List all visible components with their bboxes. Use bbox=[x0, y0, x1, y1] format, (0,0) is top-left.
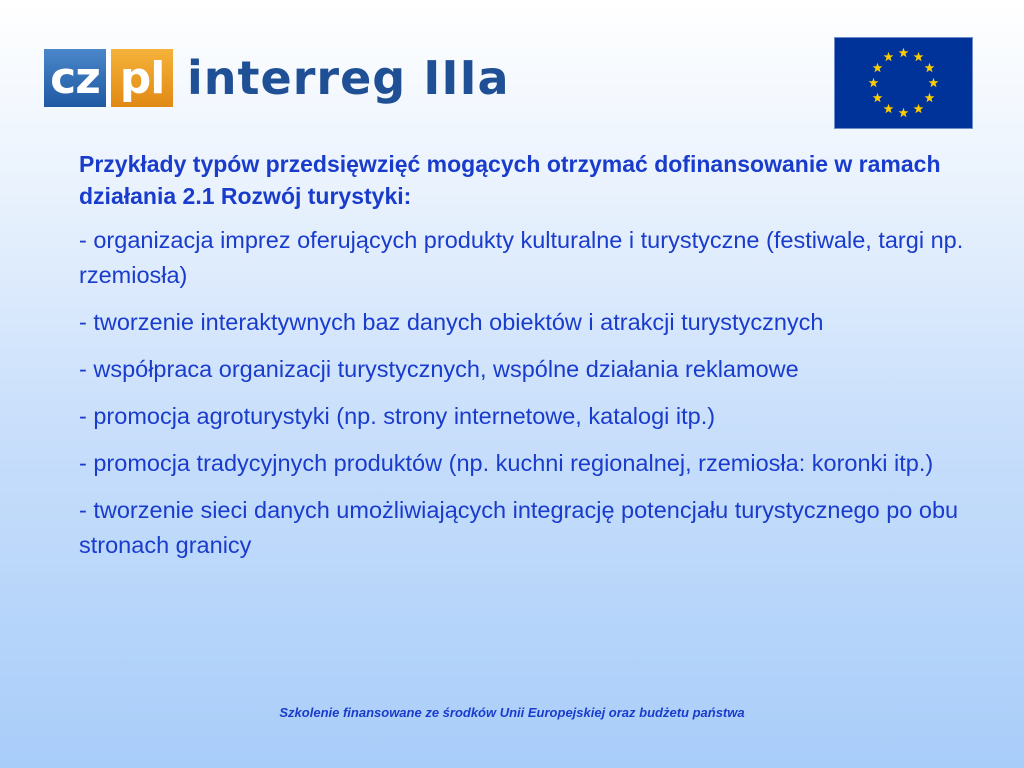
interreg-logo bbox=[44, 48, 510, 108]
list-item: - promocja tradycyjnych produktów (np. kuchni regionalnej, rzemiosła: koronki itp.) bbox=[79, 450, 934, 476]
logo-interreg-text: interreg IIIa bbox=[187, 51, 510, 105]
eu-star-icon bbox=[884, 52, 894, 61]
footer-note: Szkolenie finansowane ze środków Unii Europejskiej oraz budżetu państwa bbox=[279, 705, 745, 720]
list-item: - współpraca organizacji turystycznych, wspólne działania reklamowe bbox=[79, 356, 799, 382]
list-item: - organizacja imprez oferujących produkty kulturalne i turystyczne (festiwale, targi np. rzemiosła) bbox=[79, 227, 964, 288]
eu-star-icon bbox=[884, 104, 894, 113]
list-item: - promocja agroturystyki (np. strony internetowe, katalogi itp.) bbox=[79, 403, 716, 429]
logo-pl-text: pl bbox=[119, 52, 165, 104]
logo-cz-box bbox=[44, 49, 106, 107]
eu-star-icon bbox=[899, 48, 909, 57]
eu-star-icon bbox=[914, 104, 924, 113]
list-item: - tworzenie sieci danych umożliwiających integrację potencjału turystycznego po obu stronach granicy bbox=[79, 497, 959, 558]
eu-flag-icon bbox=[834, 37, 973, 129]
eu-star-icon bbox=[925, 63, 935, 72]
logo-pl-box bbox=[111, 49, 173, 107]
slide-heading: Przykłady typów przedsięwzięć mogących otrzymać dofinansowanie w ramach działania 2.1 Rozwój turystyki: bbox=[79, 151, 941, 209]
slide-content bbox=[79, 148, 979, 575]
eu-star-icon bbox=[914, 52, 924, 61]
logo-cz-text: cz bbox=[50, 52, 100, 104]
eu-star-icon bbox=[869, 78, 879, 87]
eu-star-icon bbox=[899, 108, 909, 117]
list-item: - tworzenie interaktywnych baz danych obiektów i atrakcji turystycznych bbox=[79, 309, 824, 335]
eu-star-icon bbox=[925, 93, 935, 102]
eu-star-icon bbox=[929, 78, 939, 87]
eu-star-icon bbox=[873, 93, 883, 102]
eu-star-icon bbox=[873, 63, 883, 72]
